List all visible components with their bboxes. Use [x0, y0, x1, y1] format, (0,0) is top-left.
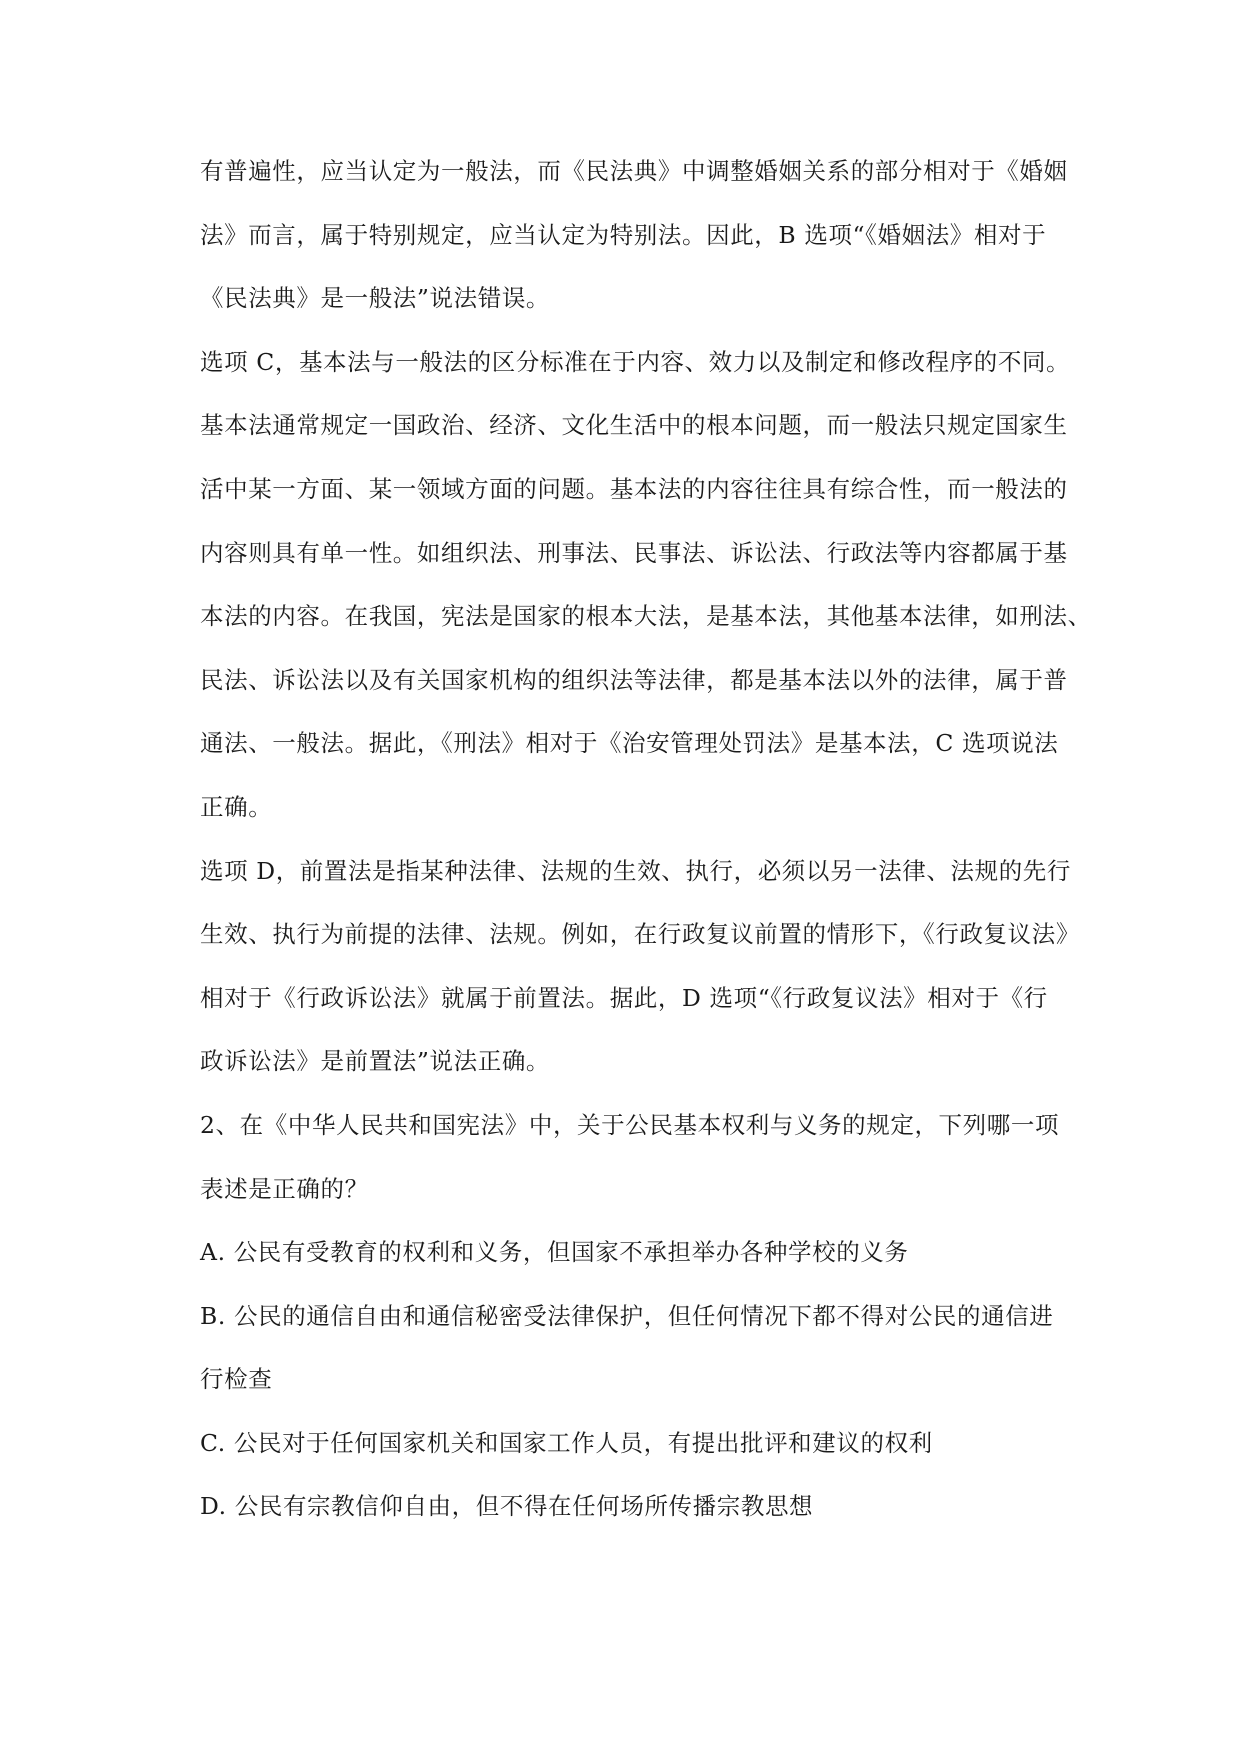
text-line: 相对于《行政诉讼法》就属于前置法。据此，D 选项“《行政复议法》相对于《行 [200, 983, 1048, 1012]
text-line: 通法、一般法。据此，《刑法》相对于《治安管理处罚法》是基本法，C 选项说法 [200, 729, 1059, 758]
text-line: 正确。 [200, 792, 273, 821]
text-line: 基本法通常规定一国政治、经济、文化生活中的根本问题，而一般法只规定国家生 [200, 411, 1068, 440]
text-line: 活中某一方面、某一领域方面的问题。基本法的内容往往具有综合性，而一般法的 [200, 474, 1068, 503]
option-a: A. 公民有受教育的权利和义务，但国家不承担举办各种学校的义务 [200, 1238, 909, 1267]
text-line: 民法、诉讼法以及有关国家机构的组织法等法律，都是基本法以外的法律，属于普 [200, 665, 1068, 694]
text-line: 选项 C，基本法与一般法的区分标准在于内容、效力以及制定和修改程序的不同。 [200, 347, 1071, 376]
question-line: 表述是正确的？ [200, 1174, 369, 1203]
text-line: 政诉讼法》是前置法”说法正确。 [200, 1047, 551, 1076]
option-c: C. 公民对于任何国家机关和国家工作人员，有提出批评和建议的权利 [200, 1428, 933, 1457]
text-line: 内容则具有单一性。如组织法、刑事法、民事法、诉讼法、行政法等内容都属于基 [200, 538, 1068, 567]
text-line: 选项 D，前置法是指某种法律、法规的生效、执行，必须以另一法律、法规的先行 [200, 856, 1072, 885]
option-b: B. 公民的通信自由和通信秘密受法律保护，但任何情况下都不得对公民的通信进 [200, 1301, 1054, 1330]
text-line: 本法的内容。在我国，宪法是国家的根本大法，是基本法，其他基本法律，如刑法、 [200, 602, 1092, 631]
question-line: 2、在《中华人民共和国宪法》中，关于公民基本权利与义务的规定，下列哪一项 [200, 1110, 1060, 1139]
text-line: 有普遍性，应当认定为一般法，而《民法典》中调整婚姻关系的部分相对于《婚姻 [200, 157, 1068, 185]
document-body [200, 140, 1100, 1539]
text-line: 生效、执行为前提的法律、法规。例如，在行政复议前置的情形下，《行政复议法》 [200, 920, 1080, 949]
text-line: 法》而言，属于特别规定，应当认定为特别法。因此，B 选项“《婚姻法》相对于 [200, 220, 1047, 249]
option-b-continued: 行检查 [200, 1365, 273, 1394]
option-d: D. 公民有宗教信仰自由，但不得在任何场所传播宗教思想 [200, 1492, 814, 1521]
text-line: 《民法典》是一般法”说法错误。 [200, 284, 551, 313]
